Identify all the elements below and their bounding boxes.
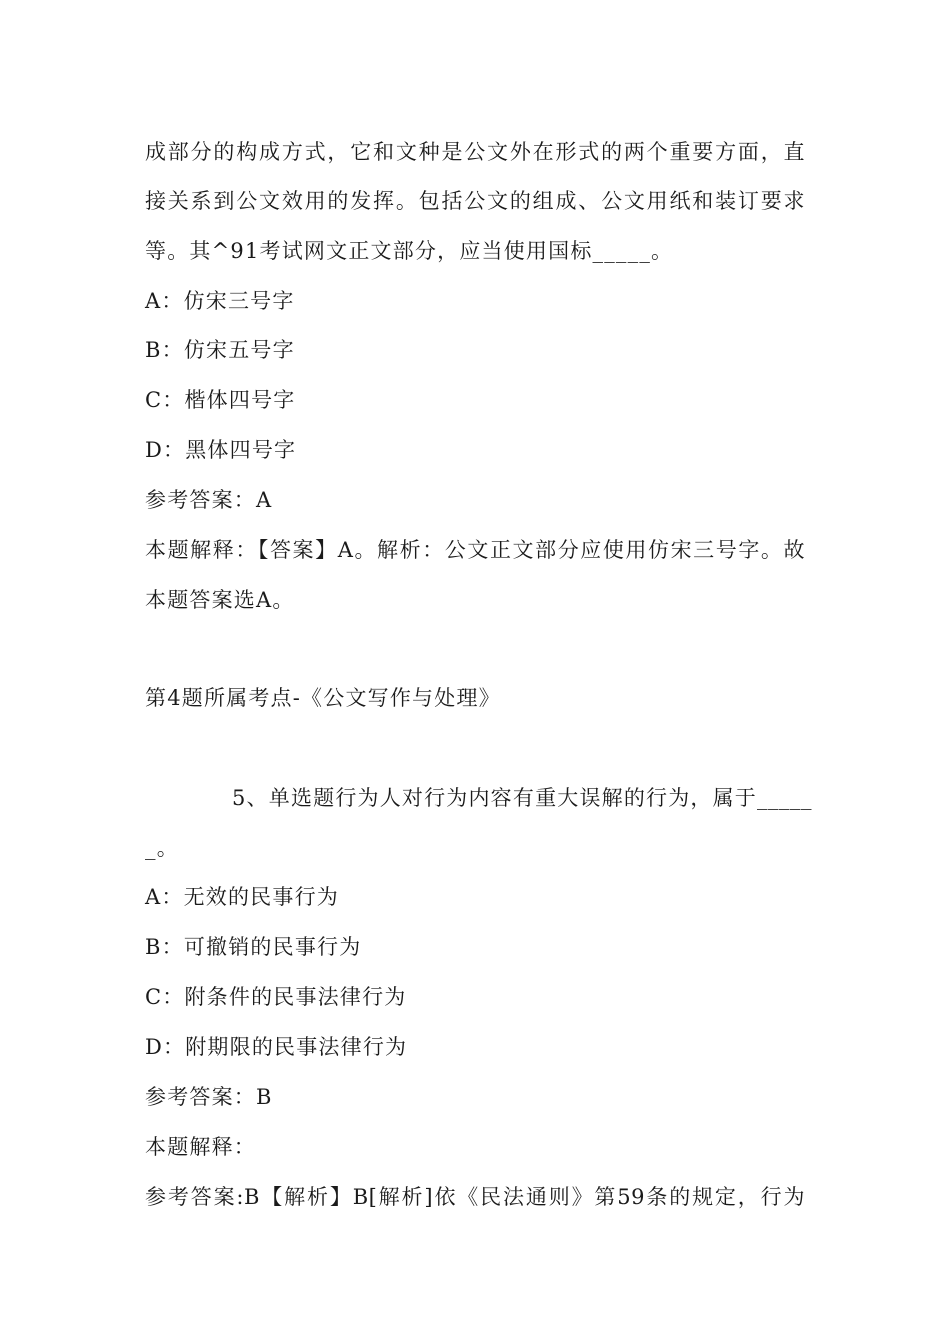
q3-stem-line-3: 等。其^91考试网文正文部分，应当使用国标_____。	[145, 239, 674, 263]
q5-option-d: D：附期限的民事法律行为	[145, 1035, 408, 1059]
q3-answer: 参考答案：A	[145, 488, 273, 512]
q4-topic: 第4题所属考点-《公文写作与处理》	[145, 686, 501, 710]
q3-explanation-line-1: 本题解释：【答案】A。解析：公文正文部分应使用仿宋三号字。故	[145, 538, 805, 562]
q3-option-c: C：楷体四号字	[145, 388, 296, 412]
q3-stem-line-1: 成部分的构成方式，它和文种是公文外在形式的两个重要方面，直	[145, 140, 805, 164]
q3-option-a: A：仿宋三号字	[145, 289, 295, 313]
q5-option-a: A：无效的民事行为	[145, 885, 339, 909]
q5-option-c: C：附条件的民事法律行为	[145, 985, 407, 1009]
q3-stem-line-2: 接关系到公文效用的发挥。包括公文的组成、公文用纸和装订要求	[145, 189, 805, 213]
q3-option-b: B：仿宋五号字	[145, 338, 295, 362]
q5-stem-line-1: 5、单选题行为人对行为内容有重大误解的行为，属于_____	[232, 786, 812, 810]
q3-explanation-line-2: 本题答案选A。	[145, 588, 295, 612]
q5-stem-line-2: _。	[145, 836, 179, 860]
q5-option-b: B：可撤销的民事行为	[145, 935, 362, 959]
q5-answer: 参考答案：B	[145, 1085, 273, 1109]
q5-explanation-line-1: 参考答案:B【解析】B[解析]依《民法通则》第59条的规定，行为	[145, 1185, 805, 1209]
q3-option-d: D：黑体四号字	[145, 438, 297, 462]
q5-explanation-label: 本题解释：	[145, 1135, 256, 1159]
